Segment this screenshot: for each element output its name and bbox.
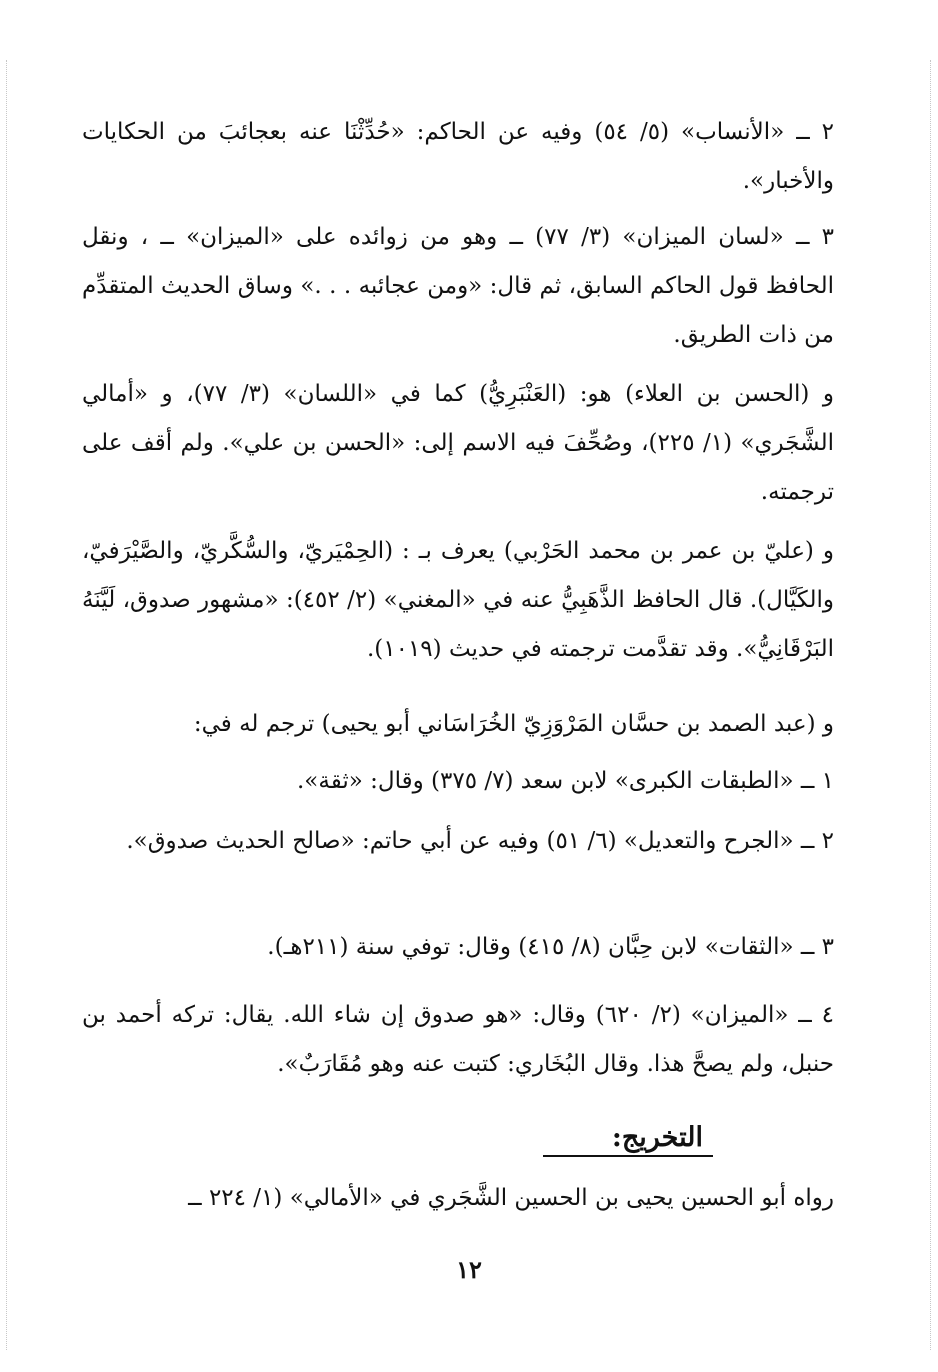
page-number: ١٢ — [456, 1255, 482, 1284]
heading-underline — [543, 1155, 713, 1157]
scan-edge-right — [930, 60, 932, 1350]
paragraph-jarh-tadil: ٢ ــ «الجرح والتعديل» (٦/ ٥١) وفيه عن أبي حاتم: «صالح الحديث صدوق». — [126, 828, 834, 854]
paragraph-mizan: ٤ ــ «الميزان» (٢/ ٦٢٠) وقال: «هو صدوق إن شاء الله. يقال: تركه أحمد بن حنبل، ولم يصحَّ هذا. وقال البُخَاري: كتبت عنه وهو مُقَارَبٌ». — [82, 1002, 835, 1077]
paragraph-thiqat: ٣ ــ «الثقات» لابن حِبَّان (٨/ ٤١٥) وقال: توفي سنة (٢١١هـ). — [267, 934, 834, 960]
paragraph-ali-ibn-umar: و (عليّ بن عمر بن محمد الحَرْبي) يعرف بـ : (الحِمْيَريّ، والسُّكَّريّ، والصَّيْرَفيّ، والكَيَّال). قال الحافظ الذَّهَبِيُّ عنه في «المغني» (٢/ ٤٥٢): «مشهور صدوق، لَيَّنَهُ البَرْقَانِيُّ». وقد تقدَّمت ترجمته في حديث (١٠١٩). — [82, 538, 834, 662]
scan-edge-left — [6, 60, 8, 1350]
paragraph-tabaqat: ١ ــ «الطبقات الكبرى» لابن سعد (٧/ ٣٧٥) وقال: «ثقة». — [296, 768, 834, 794]
paragraph-takhrij: رواه أبو الحسين يحيى بن الحسين الشَّجَري في «الأمالي» (١/ ٢٢٤ ــ — [188, 1185, 834, 1211]
paragraph-ansab: ٢ ــ «الأنساب» (٥/ ٥٤) وفيه عن الحاكم: «حُدِّثْنَا عنه بعجائبَ من الحكايات والأخبار». — [82, 119, 834, 194]
paragraph-lisan-almizan: ٣ ــ «لسان الميزان» (٣/ ٧٧) ــ وهو من زوائده على «الميزان» ــ ، ونقل الحافظ قول الحاكم السابق، ثم قال: «ومن عجائبه . . .» وساق الحديث المتقدِّم من ذات الطريق. — [82, 224, 835, 348]
paragraph-hasan-ibn-alala: و (الحسن بن العلاء) هو: (العَنْبَرِيُّ) كما في «اللسان» (٣/ ٧٧)، و «أمالي الشَّجَري» (١/ ٢٢٥)، وصُحِّفَ فيه الاسم إلى: «الحسن بن علي». ولم أقف على ترجمته. — [82, 381, 835, 505]
section-heading: التخريج: — [611, 1122, 703, 1153]
paragraph-abd-alsamad: و (عبد الصمد بن حسَّان المَرْوَزِيّ الخُرَاسَاني أبو يحيى) ترجم له في: — [193, 711, 834, 737]
